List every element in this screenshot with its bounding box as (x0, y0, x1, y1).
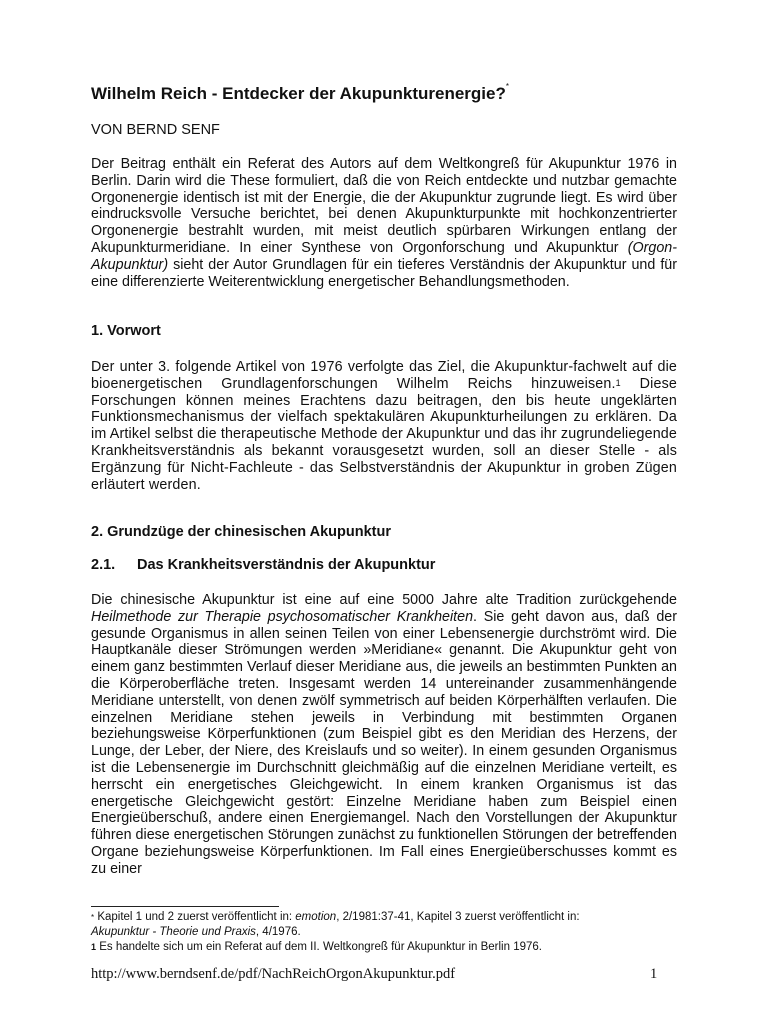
footnote-star-italic-2: Akupunktur - Theorie und Praxis (91, 926, 256, 939)
footnote-reference-1: 1 (615, 377, 621, 388)
kv-text-2: . Sie geht davon aus, daß der gesunde Organismus in allen seinen Teilen von einer Lebensenergie durchströmt wird. Die Hauptkanäle dieser Strömungen werden »Meridiane« genannt. Die Akupunktur geht von einem ganz bestimmten Verlauf dieser Meridiane aus, die jeweils an bestimmten Punkten an die Körperoberfläche treten. Insgesamt werden 14 untereinander zusammenhängende Meridiane unterstellt, von denen zwölf symmetrisch auf beiden Körperhälften verlaufen. Die einzelnen Meridiane stehen jeweils in Verbindung mit bestimmten Organen beziehungsweise Körperfunktionen (zum Beispiel gibt es den Meridian des Herzens, der Lunge, der Leber, der Niere, des Kreislaufs und so weiter). In einem gesunden Organismus ist die Lebensenergie im Durchschnitt gleichmäßig auf die einzelnen Meridiane verteilt, es herrscht ein energetisches Gleichgewicht. In einem kranken Organismus ist das energetische Gleichgewicht gestört: Einzelne Meridiane haben zum Beispiel einen Energieüberschuß, andere einen Energiemangel. Nach den Vorstellungen der Akupunktur führen diese energetischen Störungen zunächst zu funktionellen Störungen der betreffenden Organe beziehungsweise Körperfunktionen. Im Fall eines Energieüberschusses kommt es zu einer (91, 608, 677, 877)
footnote-star-marker: * (91, 913, 95, 922)
section-1-paragraph (91, 359, 677, 493)
section-2-1-heading (91, 557, 435, 573)
abstract-text-2: sieht der Autor Grundlagen für ein tieferes Verständnis der Akupunktur und für eine differenzierte Weiterentwicklung energetischer Behandlungsmethoden. (91, 256, 677, 290)
vorwort-text-1: Der unter 3. folgende Artikel von 1976 verfolgte das Ziel, die Akupunktur-fachwelt auf die bioenergetischen Grundlagenforschungen Wilhelm Reichs hinzuweisen. (91, 359, 677, 392)
abstract-paragraph (91, 156, 677, 290)
section-2-1-number: 2.1. (91, 557, 116, 573)
footnote-star-italic-1: emotion (295, 911, 337, 923)
title-text: Wilhelm Reich - Entdecker der Akupunkturenergie? (91, 84, 506, 103)
title-footnote-marker: * (505, 82, 509, 91)
footnotes (91, 910, 691, 956)
author-line: VON BERND SENF (91, 122, 220, 138)
abstract-text-1: Der Beitrag enthält ein Referat des Autors auf dem Weltkongreß für Akupunktur 1976 in Berlin. Darin wird die These formuliert, daß die von Reich entdeckte und nutzbar gemachte Orgonenergie identisch ist mit der Energie, die der Akupunktur zugrunde liegt. Es wird über eindrucksvolle Versuche berichtet, bei denen Akupunkturpunkte mit hochkonzentrierter Orgonenergie bestrahlt wurden, mit meist deutlich spürbaren Wirkungen entlang der Akupunkturmeridiane. In einer Synthese von Orgonforschung und Akupunktur (91, 156, 677, 256)
kv-italic: Heilmethode zur Therapie psychosomatischer Krankheiten (91, 608, 474, 625)
abstract-italic: (Orgon-Akupunktur) (91, 239, 677, 273)
footnote-star (91, 910, 691, 940)
section-2-1-title: Das Krankheitsverständnis der Akupunktur (137, 557, 436, 573)
footnote-1-marker: 1 (91, 942, 97, 953)
page-number: 1 (650, 966, 658, 982)
footnote-divider (91, 906, 279, 907)
kv-text-1: Die chinesische Akupunktur ist eine auf eine 5000 Jahre alte Tradition zurückgehende (91, 592, 677, 608)
footnote-star-text-3: , 4/1976. (255, 926, 301, 939)
footnote-star-text-2: , 2/1981:37-41, Kapitel 3 zuerst veröffentlicht in: (336, 911, 580, 923)
footnote-1-text: Es handelte sich um ein Referat auf dem II. Weltkongreß für Akupunktur in Berlin 1976. (96, 941, 542, 954)
section-2-heading: 2. Grundzüge der chinesischen Akupunktur (91, 524, 391, 540)
vorwort-text-2: Diese Forschungen können meines Erachtens dazu beitragen, den bis heute ungeklärten Funktionsmechanismus der vielfach spektakulären Akupunkturheilungen zu erklären. Da im Artikel selbst die therapeutische Methode der Akupunktur und das ihr zugrundeliegende Krankheitsverständnis als bekannt vorausgesetzt wurden, soll an dieser Stelle - als Ergänzung für Nicht-Fachleute - das Selbstverständnis der Akupunktur in groben Zügen erläutert werden. (91, 375, 677, 493)
footnote-star-text-1: Kapitel 1 und 2 zuerst veröffentlicht in: (94, 911, 296, 923)
document-title (91, 84, 509, 104)
section-2-1-paragraph (91, 592, 677, 878)
footer-url-link[interactable]: http://www.berndsenf.de/pdf/NachReichOrgonAkupunktur.pdf (91, 966, 456, 982)
section-1-heading: 1. Vorwort (91, 323, 161, 339)
footnote-1 (91, 940, 691, 955)
